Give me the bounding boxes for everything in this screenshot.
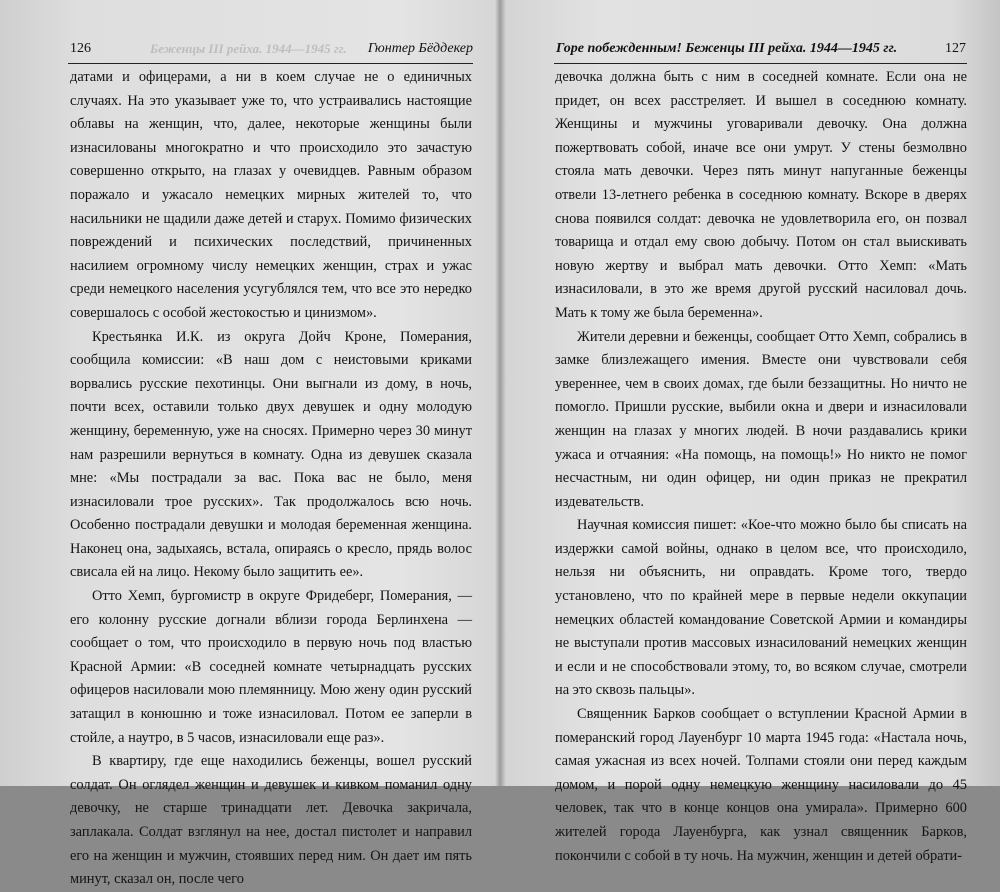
paragraph: датами и офицерами, а ни в коем случае не о единичных случаях. На это указывает уже то, что устраивались настоящие облавы на женщин, что, далее, некоторые женщины были изнасилованы многократно и что происходило это зачастую совершенно открыто, на глазах у очевидцев. Равным образом поражало и ужасало немецких мирных жителей то, что насильники не щадили даже детей и старух. Помимо физических повреждений и психических последствий, причиненных насилием огромному числу немецких женщин, страх и ужас среди немецкого населения усугублялся тем, что все это нередко совершалось с особой жестокостью и цинизмом». xyxy=(70,69,472,321)
right-page xyxy=(500,0,1000,864)
paragraph: девочка должна быть с ним в соседней комнате. Если она не придет, он всех расстреляет. И вышел в соседнюю комнату. Женщины и мужчины уговаривали девочку. Она должна пожертвовать собой, иначе все они умрут. У стены безмолвно стояла мать девочки. Через пять минут напуганные беженцы отвели 13-летнего ребенка в соседнюю комнату. Вскоре в дверях снова появился солдат: девочка не удовлетворила его, он позвал товарища и отдал ему свою добычу. Потом он стал выискивать новую жертву и выбрал мать девочки. Отто Хемп: «Мать изнасиловали, в это же время другой русский насиловал дочь. Мать к тому же была беременна». xyxy=(555,69,967,321)
right-body-text xyxy=(555,66,967,868)
paragraph: В квартиру, где еще находились беженцы, вошел русский солдат. Он оглядел женщин и девушек и кивком поманил одну девочку, не старше тринадцати лет. Девочка закричала, заплакала. Солдат взглянул на нее, достал пистолет и направил его на женщин и мужчин, стоявших перед ним. Он дает им пять минут, сказал он, после чего xyxy=(70,753,472,888)
paragraph: Священник Барков сообщает о вступлении Красной Армии в померанский город Лауенбург 10 марта 1945 года: «Настала ночь, самая ужасная из всех ночей. Толпами стояли они перед каждым домом, и порой одну немецкую женщину насиловали до 45 человек, так что в конце концов она умирала». Примерно 600 жителей города Лауенбурга, как узнал священник Барков, покончили с собой в ту ночь. На мужчин, женщин и детей обрати- xyxy=(555,706,967,864)
right-header-rule xyxy=(554,63,967,64)
right-page-number: 127 xyxy=(945,41,966,56)
right-running-head xyxy=(556,38,966,60)
left-running-head xyxy=(70,38,473,60)
left-page xyxy=(0,0,500,888)
left-header-rule xyxy=(68,63,473,64)
paragraph: Научная комиссия пишет: «Кое-что можно было бы списать на издержки самой войны, однако в целом все, что происходило, нельзя ни объяснить, ни оправдать. Кроме того, твердо установлено, что по крайней мере в первые недели оккупации немецких областей командование Советской Армии и командиры не выступали против массовых изнасилований немецких женщин и если и не способствовали этому, то, во всяком случае, смотрели на это сквозь пальцы». xyxy=(555,517,967,699)
bleed-through-text: Беженцы III рейха. 1944—1945 гг. xyxy=(150,41,347,56)
left-page-number: 126 xyxy=(70,41,91,56)
paragraph: Крестьянка И.К. из округа Дойч Кроне, Померания, сообщила комиссии: «В наш дом с неистовыми криками ворвались русские пехотинцы. Они выгнали из дому, в ночь, почти всех, оставили только двух девушек и одну молодую женщину, беременную, уже на сносях. Примерно через 30 минут нам разрешили вернуться в комнату. Одна из девушек сказала мне: «Мы пострадали за вас. Пока вас не было, меня изнасиловали трое русских». Так продолжалось всю ночь. Особенно пострадали девушки и молодая беременная женщина. Наконец она, задыхаясь, встала, опираясь о кресло, прядь волос свисала ей на лицо. Некому было защитить ее». xyxy=(70,328,472,581)
left-body-text xyxy=(70,66,472,892)
paragraph: Жители деревни и беженцы, сообщает Отто Хемп, собрались в замке близлежащего имения. Вместе они чувствовали себя увереннее, чем в своих домах, где были беззащитны. Но ничто не помогло. Пришли русские, выбили окна и двери и изнасиловали женщин на глазах у многих людей. В ночи раздавались крики ужаса и отчаяния: «На помощь, на помощь!» Но никто не помог несчастным, ни один офицер, ни один приказ не прекратил издевательств. xyxy=(555,328,967,510)
running-head-author: Гюнтер Бёддекер xyxy=(367,41,473,56)
paragraph: Отто Хемп, бургомистр в округе Фридеберг, Померания, — его колонну русские догнали вблизи города Берлинхена — сообщает о том, что происходило в первую ночь под властью Красной Армии: «В соседней комнате четырнадцать русских офицеров насиловали мою племянницу. Мою жену один русский затащил в конюшню и тоже изнасиловал. Потом ее заперли в стойле, а наутро, в 5 часов, изнасиловали еще раз». xyxy=(70,588,472,746)
running-head-title: Горе побежденным! Беженцы III рейха. 1944—1945 гг. xyxy=(556,41,898,56)
